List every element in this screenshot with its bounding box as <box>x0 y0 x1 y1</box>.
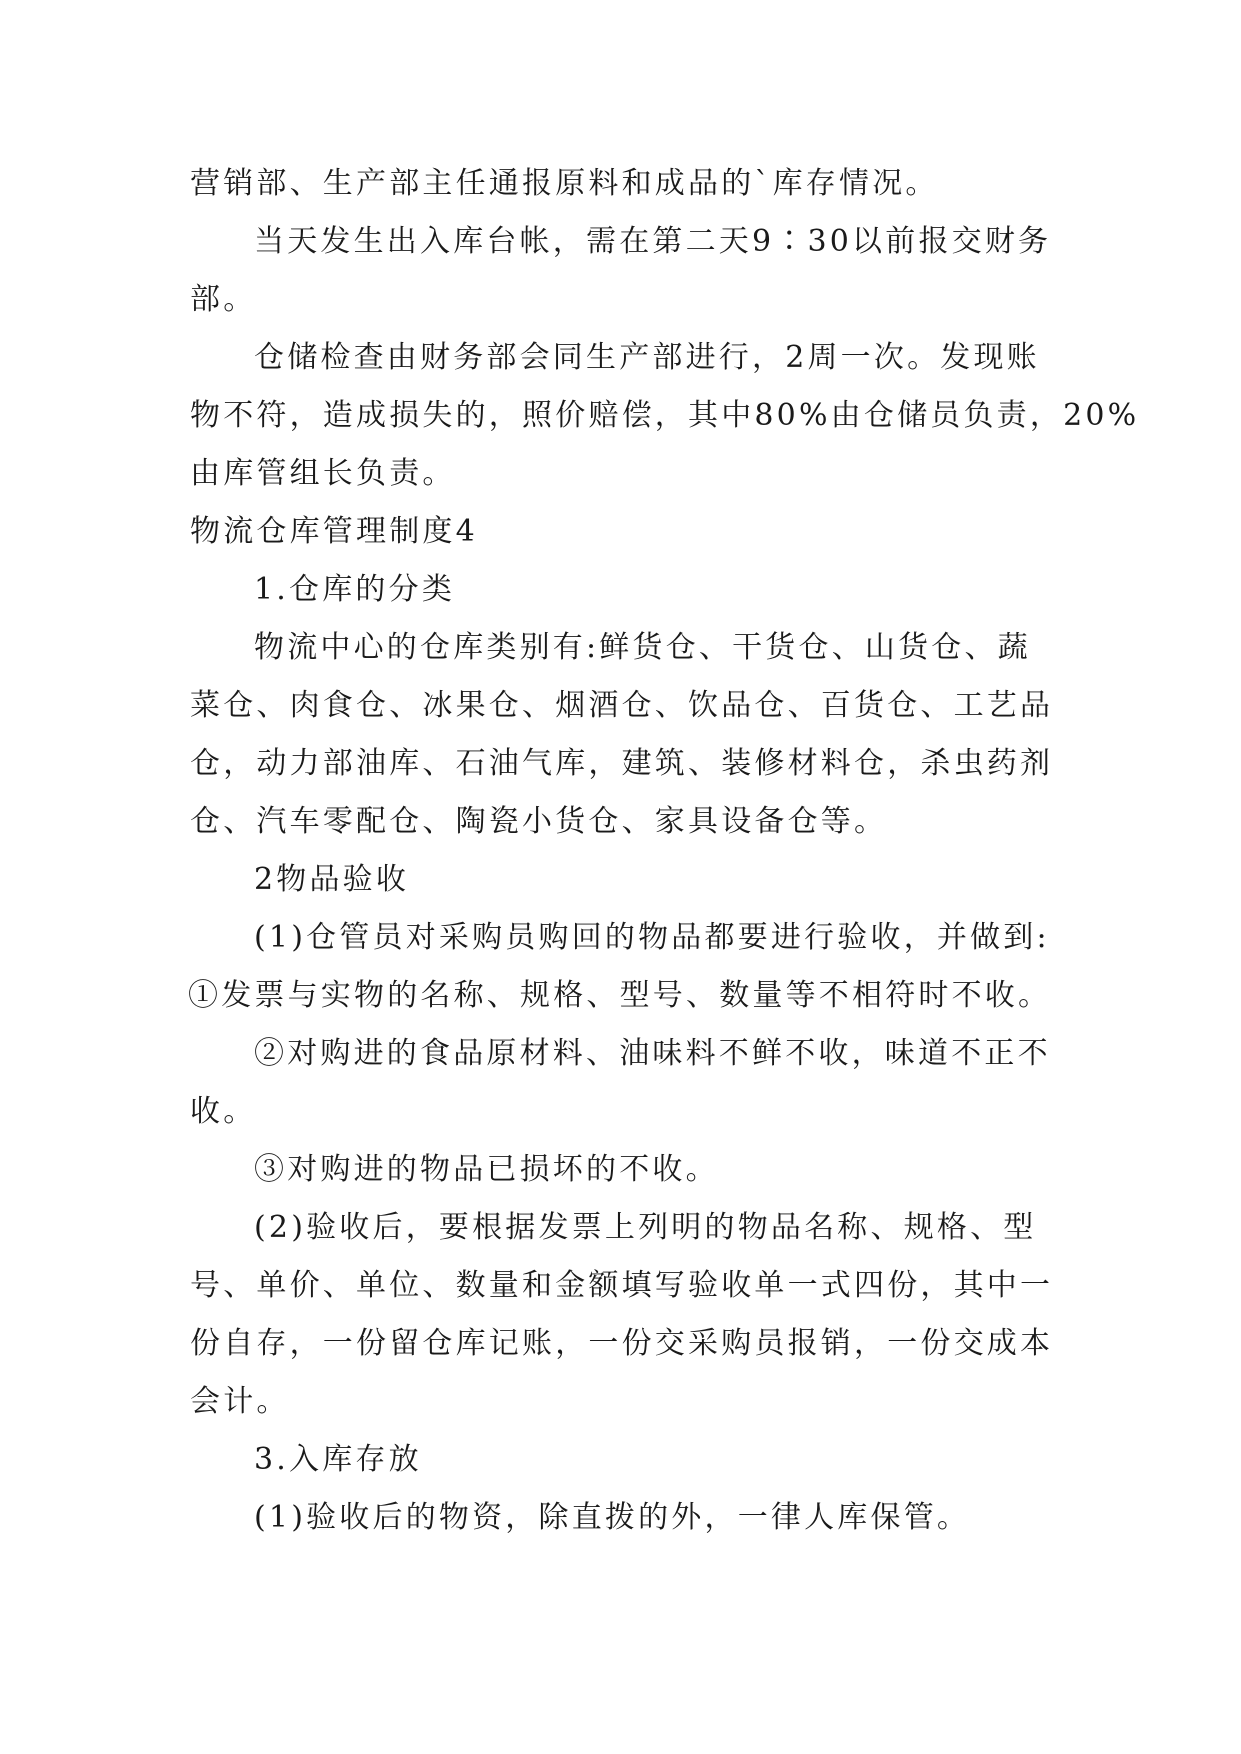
subsection-heading: 3.入库存放 <box>254 1442 422 1477</box>
text-line: (1)仓管员对采购员购回的物品都要进行验收，并做到: <box>254 920 1050 955</box>
text-line: 仓储检查由财务部会同生产部进行，2周一次。发现账 <box>254 340 1040 375</box>
section-heading: 物流仓库管理制度4 <box>190 514 478 549</box>
document-body <box>188 155 1140 1547</box>
text-line: 部。 <box>190 282 257 317</box>
text-line: 由库管组长负责。 <box>190 456 456 491</box>
text-line: 会计。 <box>190 1384 290 1419</box>
text-line: (1)验收后的物资，除直拨的外，一律人库保管。 <box>254 1500 971 1535</box>
text-line: 物不符，造成损失的，照价赔偿，其中80%由仓储员负责，20% <box>190 398 1140 433</box>
subsection-heading: 1.仓库的分类 <box>254 572 456 607</box>
subsection-heading: 2物品验收 <box>254 862 410 897</box>
text-line: ①发票与实物的名称、规格、型号、数量等不相符时不收。 <box>188 978 1052 1013</box>
text-line: 份自存，一份留仓库记账，一份交采购员报销，一份交成本 <box>190 1326 1054 1361</box>
text-line: 菜仓、肉食仓、冰果仓、烟酒仓、饮品仓、百货仓、工艺品 <box>190 688 1054 723</box>
text-line: 仓，动力部油库、石油气库，建筑、装修材料仓，杀虫药剂 <box>190 746 1054 781</box>
text-line: 收。 <box>190 1094 257 1129</box>
text-line: 营销部、生产部主任通报原料和成品的`库存情况。 <box>190 166 939 201</box>
text-line: 号、单价、单位、数量和金额填写验收单一式四份，其中一 <box>190 1268 1054 1303</box>
text-line: 仓、汽车零配仓、陶瓷小货仓、家具设备仓等。 <box>190 804 888 839</box>
text-line: (2)验收后，要根据发票上列明的物品名称、规格、型 <box>254 1210 1037 1245</box>
text-line: ②对购进的食品原材料、油味料不鲜不收，味道不正不 <box>254 1036 1051 1071</box>
text-line: ③对购进的物品已损坏的不收。 <box>254 1152 719 1187</box>
text-line: 当天发生出入库台帐，需在第二天9∶30以前报交财务 <box>254 224 1052 259</box>
text-line: 物流中心的仓库类别有:鲜货仓、干货仓、山货仓、蔬 <box>254 630 1031 665</box>
